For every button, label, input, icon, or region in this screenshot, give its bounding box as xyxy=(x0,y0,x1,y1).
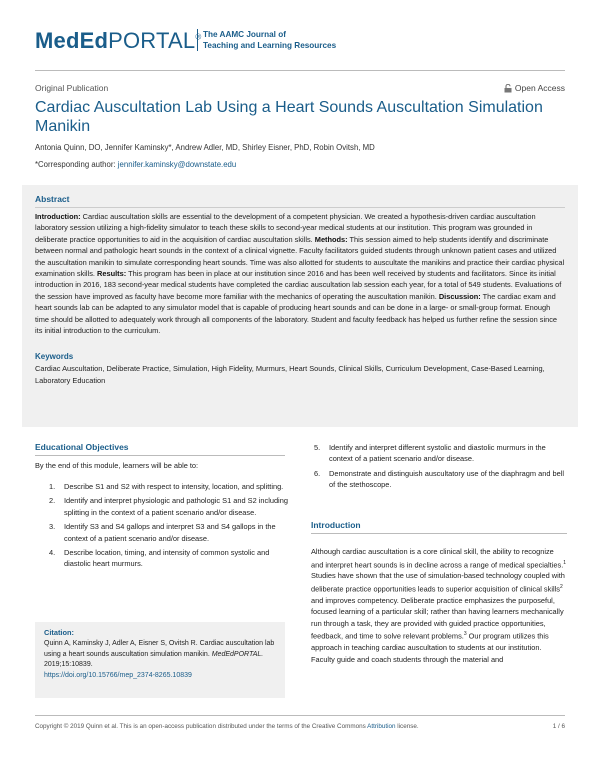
corresponding-label: *Corresponding author: xyxy=(35,160,116,169)
reference-2[interactable]: 2 xyxy=(559,583,563,590)
citation-doi-link[interactable]: https://doi.org/10.15766/mep_2374-8265.10839 xyxy=(44,671,192,679)
medportal-logo xyxy=(35,28,201,54)
objective-number: 5. xyxy=(314,443,321,452)
introduction-divider xyxy=(311,533,567,534)
reference-3[interactable]: 3 xyxy=(463,631,467,638)
objectives-divider xyxy=(35,455,285,456)
journal-tagline-line1: The AAMC Journal of xyxy=(203,30,286,39)
open-access-label: Open Access xyxy=(514,83,565,93)
intro-text-2: Studies have shown that the use of simulation-based technology coupled with deliberate practice opportunities leads to superior acquisition of clinical skills xyxy=(311,571,565,594)
page-number: 1 / 6 xyxy=(552,723,565,730)
license-link[interactable]: Attribution xyxy=(367,723,396,730)
logo-registered-mark: ® xyxy=(195,32,202,42)
keywords-heading: Keywords xyxy=(35,352,74,361)
intro-text-3: and improves competency. Deliberate practice emphasizes the purposeful, focused learning of a particular skill; rather than having learners mechanically run through a task, they are provided with guided practice opportunities, feedback, and time to solve relevant problems. xyxy=(311,595,564,641)
introduction-body xyxy=(311,546,567,665)
introduction-heading: Introduction xyxy=(311,520,361,530)
abstract-divider xyxy=(35,207,565,208)
objective-text: Describe S1 and S2 with respect to intensity, location, and splitting. xyxy=(64,482,284,491)
objectives-heading: Educational Objectives xyxy=(35,442,129,452)
abstract-intro-label: Introduction: xyxy=(35,212,81,221)
journal-tagline-line2: Teaching and Learning Resources xyxy=(203,41,337,50)
abstract-discussion-label: Discussion: xyxy=(438,291,481,301)
corresponding-author xyxy=(35,160,236,169)
citation-journal: MedEdPORTAL. xyxy=(211,650,264,658)
citation-body xyxy=(44,639,279,681)
objectives-list-left xyxy=(40,481,288,573)
objective-item xyxy=(40,521,288,544)
lock-open-icon xyxy=(504,84,512,93)
intro-text-1: Although cardiac auscultation is a core clinical skill, the ability to recognize and interpret heart sounds is in decline across a range of medical specialties. xyxy=(311,547,564,569)
abstract-heading: Abstract xyxy=(35,194,70,204)
objective-item xyxy=(40,481,288,492)
objective-item xyxy=(40,547,288,570)
objective-item xyxy=(305,442,567,465)
header-divider xyxy=(35,70,565,71)
abstract-body xyxy=(35,211,565,336)
corresponding-email-link[interactable]: jennifer.kaminsky@downstate.edu xyxy=(117,160,237,169)
citation-text-a: Quinn A, Kaminsky J, Adler A, Eisner S, Ovitsh R. Cardiac auscultation lab using a heart sounds auscultation simulation manikin. xyxy=(44,640,275,658)
logo-bold-text: MedEd xyxy=(35,28,109,53)
objective-text: Identify and interpret different systolic and diastolic murmurs in the context of a patient scenario and/or disease. xyxy=(329,443,546,464)
objective-item xyxy=(40,495,288,518)
journal-tagline xyxy=(197,29,336,51)
citation-heading: Citation: xyxy=(44,628,74,637)
open-access-badge[interactable] xyxy=(504,83,565,93)
objective-number: 2. xyxy=(49,496,56,506)
objective-number: 1. xyxy=(49,482,56,491)
citation-text-b: 2019;15:10839. xyxy=(44,661,93,668)
abstract-methods-text: This session aimed to help students identify and discriminate between normal and pathologic heart sounds in the context of a clinical vignette. Faculty facilitators guided students through unknown patient cases and utilized the auscultation manikin to simulate corresponding heart sounds. Time was also allotted for students to auscultate the manikins and practice their cardiac physical examination skills. xyxy=(35,234,565,279)
abstract-methods-label: Methods: xyxy=(314,234,348,244)
abstract-results-label: Results: xyxy=(97,269,127,279)
reference-1[interactable]: 1 xyxy=(563,559,567,566)
publication-type: Original Publication xyxy=(35,83,109,93)
copyright-text-b: license. xyxy=(395,723,419,730)
footer-divider xyxy=(35,715,565,716)
abstract-results-text: This program has been in place at our institution since 2016 and has been well received by students and facilitators. Since its initial introduction in 2016, 183 second-year medical students have completed the cardiac auscultation lab session each year, for a total of 549 students. Evaluations of the session have improved as faculty have become more familiar with the mechanics of operating the auscultation manikin. xyxy=(35,269,562,301)
objective-text: Identify and interpret physiologic and pathologic S1 and S2 including splitting in the context of a patient scenario and/or disease. xyxy=(64,496,288,517)
copyright-text-a: Copyright © 2019 Quinn et al. This is an open-access publication distributed under the terms of the Creative Commons xyxy=(35,723,368,730)
objective-item xyxy=(305,468,567,491)
objectives-lead: By the end of this module, learners will be able to: xyxy=(35,461,199,470)
objective-number: 3. xyxy=(49,522,56,532)
abstract-discussion-text: The cardiac exam and heart sounds lab can be adapted to any simulator model that is capable of producing heart sounds and can be done in a large- or small-group format. Enough time should be allotted to adequately work through all components of the laboratory. Student and faculty feedback has helped us further refine the session since its initial introduction to the curriculum. xyxy=(35,291,558,336)
objective-text: Identify S3 and S4 gallops and interpret S3 and S4 gallops in the context of a patient scenario and/or disease. xyxy=(64,522,276,543)
objectives-list-right xyxy=(305,442,567,494)
logo-light-text: PORTAL xyxy=(108,28,196,53)
intro-text-4: Our program utilizes this approach in teaching cardiac auscultation to students at our institution. Faculty guide and coach students through the material and xyxy=(311,631,549,664)
abstract-intro-text: Cardiac auscultation skills are essential to the development of a competent physician. We created a hypothesis-driven cardiac auscultation laboratory session utilizing a high-fidelity simulator to teach these skills to second-year medical students at our institution. This program was grounded in deliberate practice opportunities to aid in the acquisition of cardiac auscultation skills. xyxy=(35,212,536,244)
article-title: Cardiac Auscultation Lab Using a Heart Sounds Auscultation Simulation Manikin xyxy=(35,99,543,135)
author-list: Antonia Quinn, DO, Jennifer Kaminsky*, Andrew Adler, MD, Shirley Eisner, PhD, Robin Ovitsh, MD xyxy=(35,143,375,152)
objective-number: 4. xyxy=(49,548,56,558)
objective-text: Demonstrate and distinguish auscultatory use of the diaphragm and bell of the stethoscope. xyxy=(329,468,564,490)
keywords-text: Cardiac Auscultation, Deliberate Practice, Simulation, High Fidelity, Murmurs, Heart Sounds, Clinical Skills, Curriculum Development, Case-Based Learning, Laboratory Education xyxy=(35,364,545,385)
copyright-notice xyxy=(35,723,419,730)
objective-text: Describe location, timing, and intensity of common systolic and diastolic heart murmurs. xyxy=(64,548,270,569)
objective-number: 6. xyxy=(314,468,321,478)
